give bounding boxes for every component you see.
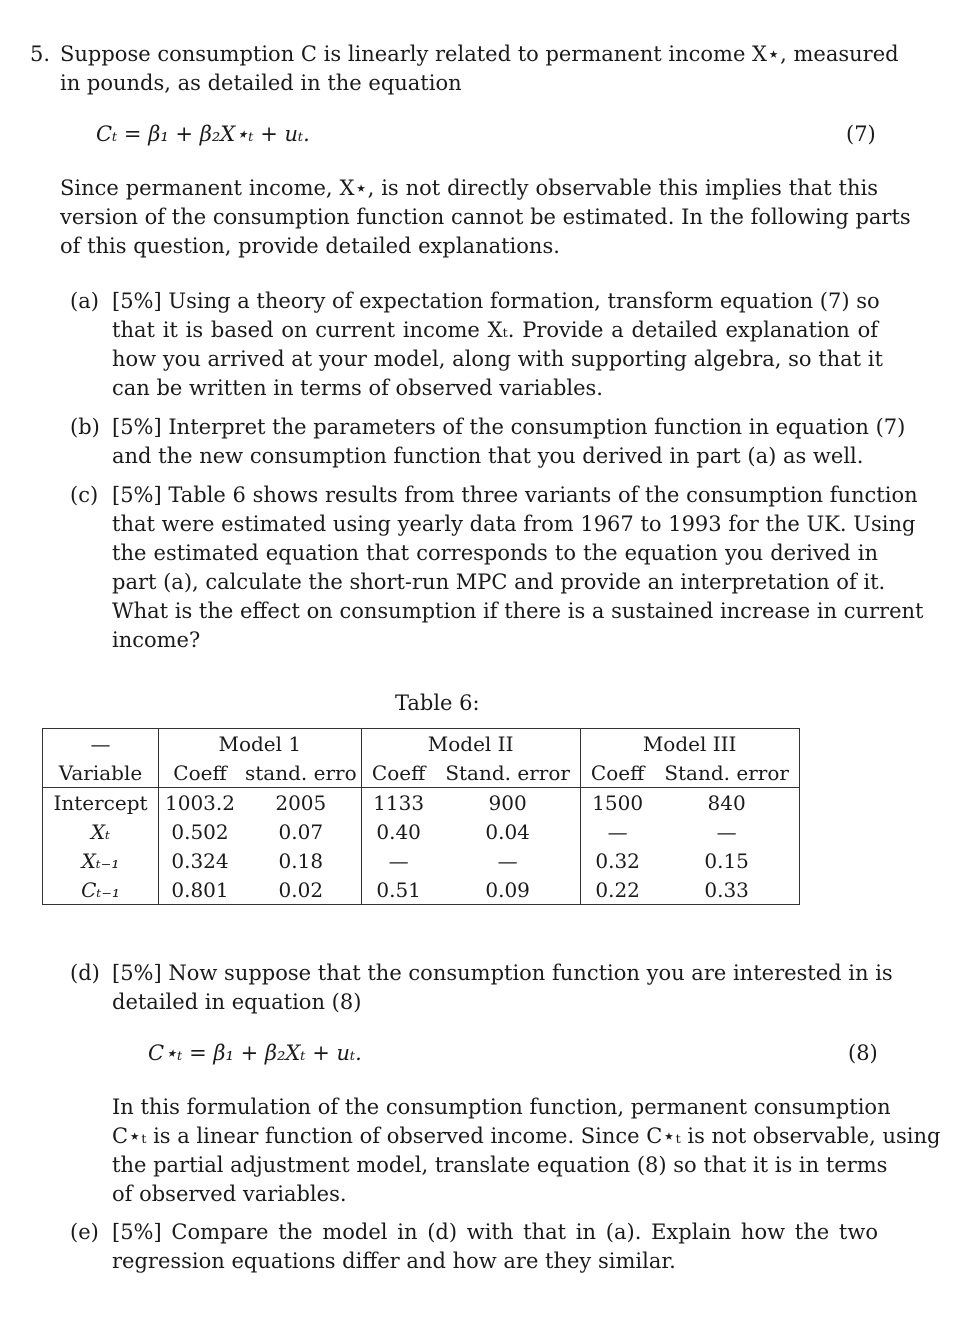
row-variable: Cₜ₋₁ (43, 875, 159, 905)
table-cell: 0.40 (376, 819, 421, 844)
column-header: Coeff (159, 758, 242, 788)
part-c-line: the estimated equation that corresponds to the equation you derived in (112, 541, 878, 565)
table-cell: — (607, 819, 628, 844)
table-cell: 900 (436, 788, 581, 818)
table-cell: 0.22 (595, 877, 640, 902)
table-cell: 0.801 (171, 877, 229, 902)
part-d-after-line: C⋆ₜ is a linear function of observed income. Since C⋆ₜ is not observable, using (112, 1124, 941, 1148)
part-b-line: and the new consumption function that you derived in part (a) as well. (112, 444, 864, 468)
part-e-line: [5%] Compare the model in (d) with that in (a). Explain how the two (112, 1220, 878, 1244)
column-header: Variable (43, 758, 159, 788)
table-cell: 0.51 (376, 877, 421, 902)
paragraph-line: Since permanent income, X⋆, is not directly observable this implies that this (60, 176, 878, 200)
part-c-line: part (a), calculate the short-run MPC and provide an interpretation of it. (112, 570, 886, 594)
part-a-line: how you arrived at your model, along with supporting algebra, so that it (112, 347, 883, 371)
table-row (43, 817, 800, 846)
part-d-after-line: In this formulation of the consumption function, permanent consumption (112, 1095, 891, 1119)
equation-8-number: (8) (848, 1041, 878, 1065)
part-c-label: (c) (70, 483, 99, 507)
table-cell: 0.502 (171, 819, 229, 844)
table-cell: 0.02 (241, 875, 361, 905)
part-b-line: [5%] Interpret the parameters of the consumption function in equation (7) (112, 415, 906, 439)
table-cell: 1133 (373, 790, 425, 815)
column-header: Coeff (361, 758, 436, 788)
column-header: Stand. error (655, 758, 800, 788)
part-d-after-line: the partial adjustment model, translate equation (8) so that it is in terms (112, 1153, 888, 1177)
table-header-row (43, 758, 800, 788)
part-c-line: What is the effect on consumption if there is a sustained increase in current (112, 599, 924, 623)
table-row (43, 875, 800, 905)
part-b-label: (b) (70, 415, 100, 439)
group-header-model-3: Model III (642, 731, 737, 756)
column-header: stand. erro (241, 758, 361, 788)
equation-7: Cₜ = β₁ + β₂X⋆ₜ + uₜ. (96, 122, 310, 146)
table-cell: 1500 (592, 790, 644, 815)
table-cell: 840 (707, 790, 746, 815)
part-a-label: (a) (70, 289, 99, 313)
part-c-line: that were estimated using yearly data from 1967 to 1993 for the UK. Using (112, 512, 916, 536)
column-header: Coeff (580, 758, 655, 788)
part-d-line: [5%] Now suppose that the consumption function you are interested in is (112, 961, 893, 985)
part-a-line: can be written in terms of observed variables. (112, 376, 603, 400)
group-header-blank: — (43, 729, 159, 759)
table-cell: 0.15 (704, 848, 749, 873)
part-d-line: detailed in equation (8) (112, 990, 362, 1014)
table-cell: 2005 (241, 788, 361, 818)
equation-8: C⋆ₜ = β₁ + β₂Xₜ + uₜ. (148, 1041, 362, 1065)
group-header-model-1: Model 1 (159, 729, 362, 759)
part-d-label: (d) (70, 961, 100, 985)
part-a-line: [5%] Using a theory of expectation formation, transform equation (7) so (112, 289, 880, 313)
table-cell: 0.324 (171, 848, 229, 873)
row-variable: Xₜ (43, 817, 159, 846)
results-table (42, 728, 800, 905)
part-a-line: that it is based on current income Xₜ. Provide a detailed explanation of (112, 318, 878, 342)
paragraph-line: version of the consumption function cannot be estimated. In the following parts (60, 205, 911, 229)
table-cell: 0.07 (241, 817, 361, 846)
table-cell: 0.33 (704, 877, 749, 902)
intro-line: in pounds, as detailed in the equation (60, 71, 462, 95)
row-variable: Xₜ₋₁ (43, 846, 159, 875)
row-variable: Intercept (43, 788, 159, 818)
paragraph-line: of this question, provide detailed explanations. (60, 234, 560, 258)
part-d-after-line: of observed variables. (112, 1182, 347, 1206)
equation-7-number: (7) (846, 122, 876, 146)
group-header-model-2: Model II (361, 729, 580, 759)
table-cell: 0.18 (241, 846, 361, 875)
table-cell: — (436, 846, 581, 875)
part-c-line: [5%] Table 6 shows results from three variants of the consumption function (112, 483, 918, 507)
part-c-line: income? (112, 628, 201, 652)
part-e-line: regression equations differ and how are they similar. (112, 1249, 676, 1273)
table-cell: 0.04 (436, 817, 581, 846)
table-group-header-row (43, 729, 800, 759)
table-cell: 1003.2 (165, 790, 235, 815)
column-header: Stand. error (436, 758, 581, 788)
table-cell: 0.09 (436, 875, 581, 905)
table-caption: Table 6: (395, 691, 480, 715)
part-e-label: (e) (70, 1220, 99, 1244)
table-cell: 0.32 (595, 848, 640, 873)
table-row (43, 846, 800, 875)
table-cell: — (716, 819, 737, 844)
table-cell: — (388, 848, 409, 873)
table-row (43, 788, 800, 818)
intro-line: Suppose consumption C is linearly related to permanent income X⋆, measured (60, 42, 899, 66)
question-number: 5. (30, 42, 51, 66)
